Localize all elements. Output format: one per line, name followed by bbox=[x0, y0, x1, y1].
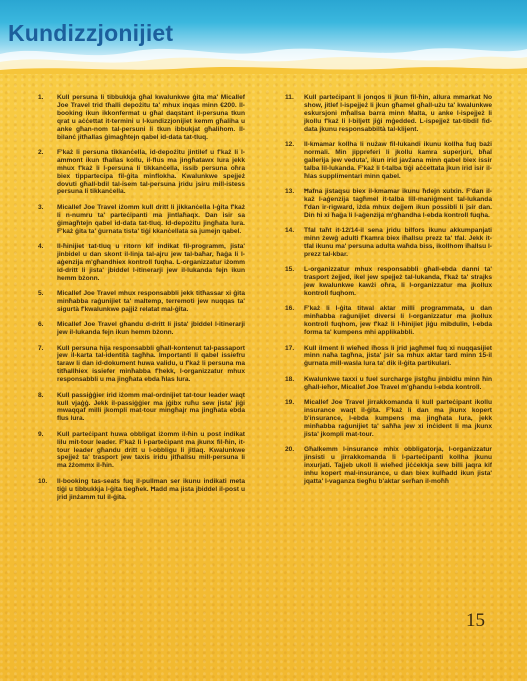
condition-number: 18. bbox=[285, 375, 295, 383]
condition-item bbox=[38, 290, 245, 314]
condition-number: 10. bbox=[38, 477, 48, 485]
condition-text: Kull parteċipant li jonqos li jkun fil-ħin, allura mmarkat No show, jitlef l-ispejjeż li jkun għamel għall-użu ta' kwalunkwe eskursjoni mħallsa barra minn Malta, u anke l-ispejjeż li jkollu f'każ li l-biljett jiġi mġedded. L-ispejjeż tat-tibdil fid-data jkunu responsabbiltà tal-klijent. bbox=[304, 94, 492, 133]
condition-text: Micallef Joe Travel għandu d-dritt li jista' jbiddel l-itinerarji jew il-lukanda fejn ikun hemm bżonn. bbox=[57, 321, 245, 337]
condition-text: Il-ħinijiet tat-tluq u ritorn kif indikat fil-programm, jista' jinbidel u dan skont il-linja tal-ajru jew tal-baħar, ħaġa li l-aġenzija m'għandhiex kontroll fuqha. L-organizzatur iżomm id-dritt li jista' jbiddel l-itinerarji jew il-lukanda fejn ikun hemm bżonn. bbox=[57, 243, 245, 282]
condition-item bbox=[285, 305, 492, 337]
condition-text: Ħafna jistaqsu biex il-kmamar ikunu ħdejn xulxin. F'dan il-każ l-aġenzija tagħmel it-talba lill-maniġment tal-lukanda f'dan ir-rigward, iżda mhux dejjem ikun possibli li jsir dan. Din hi xi ħaġa li l-aġenzija m'għandha l-ebda kontroll fuqha. bbox=[304, 188, 492, 219]
condition-item bbox=[285, 227, 492, 259]
condition-number: 13. bbox=[285, 188, 295, 196]
condition-text: Micallef Joe Travel iżomm kull dritt li jikkanċella l-ġita f'każ li n-numru ta' parteċipanti ma jintlaħaqx. Dan isir sa ġimagħtejn qabel id-data tat-tluq. Id-depożitu jingħata lura. F'każ ġita ta' ġurnata tista' tiġi kkanċellata sa jumejn qabel. bbox=[57, 203, 245, 235]
condition-item bbox=[285, 345, 492, 369]
conditions-list-right bbox=[285, 94, 492, 493]
condition-number: 19. bbox=[285, 399, 295, 407]
condition-item bbox=[285, 188, 492, 220]
condition-number: 6. bbox=[38, 321, 44, 329]
condition-item bbox=[285, 94, 492, 134]
condition-item bbox=[285, 141, 492, 181]
condition-item bbox=[38, 478, 245, 502]
sky-header bbox=[0, 0, 527, 74]
condition-text: Kwalunkwe taxxi u fuel surcharge jistgħu jinbidlu minn ħin għall-ieħor, Micallef Joe Travel m'għandu l-ebda kontroll. bbox=[304, 375, 492, 391]
condition-number: 3. bbox=[38, 203, 44, 211]
condition-text: Kull ilment li wieħed iħoss li jrid jagħmel fuq xi nuqqasijiet minn naħa tagħna, jista' jsir sa mhux aktar tard minn 15-il ġurnata mill-wasla lura ta' dik il-ġita partikulari. bbox=[304, 344, 492, 368]
condition-text: Kull passiġġier irid iżomm mal-ordnijiet tat-tour leader waqt kull vjaġġ. Jekk il-passiġġier ma jġibx ruħu sew jista' jiġi mwaqqaf milli jkompli mat-tour mingħajr ma jingħata ebda flus lura. bbox=[57, 391, 245, 423]
condition-number: 12. bbox=[285, 141, 295, 149]
condition-text: Micallef Joe Travel mhux responsabbli jekk titħassar xi ġita minħabba raġunijiet ta' maltemp, terremoti jew nuqqas ta' sigurtà f'kwalunkwe pajjiż relatat mal-ġita. bbox=[57, 290, 245, 313]
condition-text: L-organizzatur mhux responsabbli għall-ebda danni ta' trasport żejjed, ikel jew spejjeż tal-lukanda, f'każ ta' strajks jew kwalunkwe kawżi oħra, li l-organizzatur ma jkollux kontroll fuqhom. bbox=[304, 266, 492, 298]
condition-item bbox=[38, 345, 245, 385]
condition-text: Micallef Joe Travel jirrakkomanda li kull parteċipant ikollu insurance waqt il-ġita. F'każ li dan ma jkunx kopert b'insurance, l-ebda kumpens ma jingħata lura, jekk minħabba raġunijiet ta' saħħa jew xi inċident li ma jkunx jista' jkompli mat-tour. bbox=[304, 399, 492, 438]
condition-number: 1. bbox=[38, 94, 44, 101]
condition-number: 7. bbox=[38, 344, 44, 352]
condition-text: Kull parteċipant huwa obbligat iżomm il-ħin u post indikat lilu mit-tour leader. F'każ li l-parteċipant ma jkunx fil-ħin, it-tour leader għandu dritt u l-obbligu li jitlaq. Kwalunkwe spejjeż ta' trasport jew taxis iridu jitħallsu mill-persuna li ma żżommx il-ħin. bbox=[57, 430, 245, 470]
condition-number: 14. bbox=[285, 227, 295, 235]
condition-item bbox=[38, 321, 245, 337]
condition-item bbox=[38, 243, 245, 283]
condition-number: 5. bbox=[38, 290, 44, 298]
condition-number: 15. bbox=[285, 266, 295, 274]
condition-item bbox=[285, 399, 492, 439]
page-title: Kundizzjonijiet bbox=[8, 20, 174, 46]
condition-item bbox=[38, 149, 245, 196]
conditions-list-left bbox=[38, 94, 245, 509]
condition-text: Kull persuna li tibbukkja għal kwalunkwe ġita ma' Micallef Joe Travel trid tħalli depożitu ta' mhux inqas minn €200. Il-booking ikun ikkonfermat u għal daqstant il-persuna tkun qrat u aċċettat it-termini u l-kundizzjonijiet kemm għaliha u anke għan-nom tal-persuni li tkun ibbukjat għalihom. Il-bilanċ jitħallas ġimagħtejn qabel id-data tat-tluq. bbox=[57, 94, 245, 141]
condition-item bbox=[38, 431, 245, 471]
condition-item bbox=[38, 392, 245, 424]
condition-number: 20. bbox=[285, 446, 295, 454]
condition-item bbox=[285, 266, 492, 298]
conditions-columns bbox=[38, 94, 498, 594]
condition-item bbox=[285, 376, 492, 392]
condition-item bbox=[38, 204, 245, 236]
condition-number: 8. bbox=[38, 391, 44, 399]
condition-number: 11. bbox=[285, 94, 294, 101]
page-number: 15 bbox=[466, 610, 485, 631]
condition-text: Tfal taħt it-12/14-il sena jridu bilfors ikunu akkumpanjati minn żewġ adulti f'kamra biex iħallsu prezz ta' tfal. Jekk it-tfal ikunu ma' persuna adulta waħda biss, ikollhom iħallsu l-prezz tal-kbar. bbox=[304, 227, 492, 258]
condition-text: Għalkemm l-insurance mhix obbligatorja, l-organizzatur jinsisti u jirrakkomanda li l-parteċipanti kollha jkunu inxurjati. Tajjeb ukoll li wieħed jiċċekkja sew billi jaqra kif inhu kopert mal-insurance, u dan biex kulħadd ikun jista' jqatta' l-vaganza tiegħu b'aktar serħan il-moħħ bbox=[304, 446, 492, 485]
condition-text: Il-kmamar kollha li nużaw fil-lukandi ikunu kollha fuq bażi normali. Min jippreferi li jkollu kamra superjuri, bħal gallerija jew veduta', ikun irid javżana minn qabel biex issir talba lil-lukanda. F'każ li t-talba tiġi aċċettata jkun irid isir il-ħlas supplimentari minn qabel. bbox=[304, 141, 492, 180]
condition-text: Kull persuna hija responsabbli għall-kontenut tal-passaport jew il-karta tal-identità tagħha. Importanti li qabel issiefru taraw li dan id-dokument huwa validu, u f'każ li persuna ma titħallhiex issiefer minħabba f'hekk, l-organizzatur mhux responsabbli u ma jingħata ebda ħlas lura. bbox=[57, 344, 245, 384]
condition-number: 9. bbox=[38, 430, 44, 438]
condition-item bbox=[285, 446, 492, 486]
condition-text: Il-booking tas-seats fuq il-pullman ser ikunu indikati meta tiġi u tibbukkja l-ġita tiegħek. Ħadd ma jista jbiddel il-post u jrid jinżamm tul il-ġita. bbox=[57, 477, 245, 501]
condition-number: 17. bbox=[285, 344, 295, 352]
condition-number: 4. bbox=[38, 243, 44, 250]
condition-text: F'każ li persuna tikkanċella, id-depożitu jintilef u f'każ li l-ammont ikun tħallas kollu, il-flus ma jingħatawx lura jekk mhux f'każ li l-persuna li tikkanċella, issib persuna oħra biex tippartecipa fil-ġita minflokha. Kwalunkwe spejjeż dovuti għall-bdil tal-isem tal-persuna jridu jsiru mill-istess persuna li tikkanċella. bbox=[57, 148, 245, 196]
condition-text: F'każ li l-ġita titwal aktar milli programmata, u dan minħabba raġunijiet diversi li l-organizzatur ma jkollux kontroll fuqhom, jew f'każ li l-ħinijiet jiġu mibdulin, l-ebda forma ta' kumpens mhi applikabbli. bbox=[304, 305, 492, 337]
condition-number: 2. bbox=[38, 148, 44, 156]
condition-number: 16. bbox=[285, 305, 295, 313]
condition-item bbox=[38, 94, 245, 141]
